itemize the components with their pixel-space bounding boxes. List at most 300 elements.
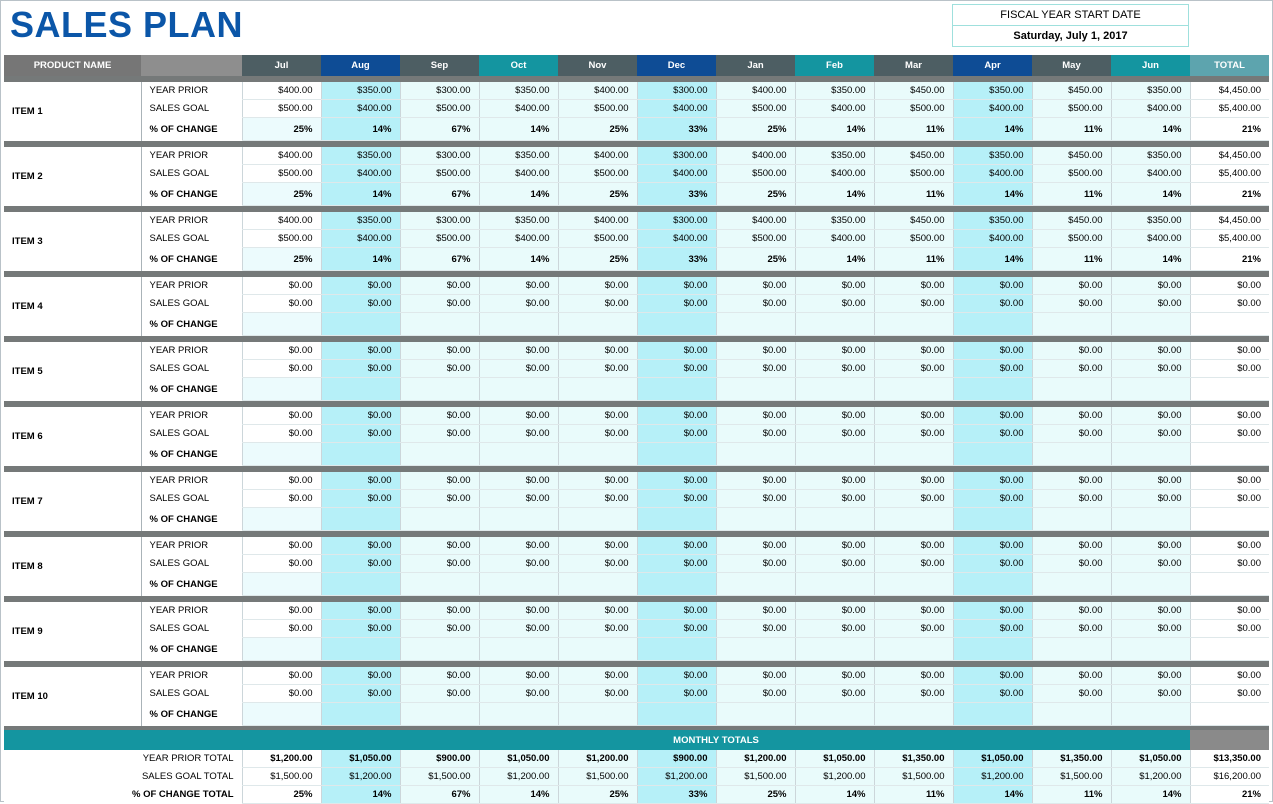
- value-cell[interactable]: $0.00: [953, 407, 1032, 425]
- value-cell[interactable]: $0.00: [242, 277, 321, 295]
- row-total-cell[interactable]: [1190, 638, 1269, 661]
- value-cell[interactable]: [1111, 703, 1190, 726]
- value-cell[interactable]: [716, 378, 795, 401]
- row-total-cell[interactable]: $0.00: [1190, 620, 1269, 638]
- value-cell[interactable]: $350.00: [953, 147, 1032, 165]
- value-cell[interactable]: $0.00: [558, 407, 637, 425]
- row-total-cell[interactable]: $0.00: [1190, 602, 1269, 620]
- value-cell[interactable]: $0.00: [637, 295, 716, 313]
- value-cell[interactable]: $350.00: [479, 212, 558, 230]
- value-cell[interactable]: $0.00: [716, 295, 795, 313]
- value-cell[interactable]: $0.00: [558, 620, 637, 638]
- value-cell[interactable]: $350.00: [953, 212, 1032, 230]
- value-cell[interactable]: $300.00: [637, 212, 716, 230]
- total-value-cell[interactable]: $1,050.00: [321, 750, 400, 768]
- value-cell[interactable]: [874, 378, 953, 401]
- value-cell[interactable]: $0.00: [400, 602, 479, 620]
- value-cell[interactable]: $0.00: [953, 667, 1032, 685]
- value-cell[interactable]: [953, 508, 1032, 531]
- value-cell[interactable]: $0.00: [953, 342, 1032, 360]
- total-value-cell[interactable]: $900.00: [637, 750, 716, 768]
- value-cell[interactable]: $0.00: [953, 490, 1032, 508]
- value-cell[interactable]: $350.00: [795, 82, 874, 100]
- total-value-cell[interactable]: $1,050.00: [479, 750, 558, 768]
- item-name[interactable]: ITEM 10: [4, 667, 141, 726]
- value-cell[interactable]: $0.00: [874, 425, 953, 443]
- value-cell[interactable]: $0.00: [953, 425, 1032, 443]
- value-cell[interactable]: [479, 313, 558, 336]
- value-cell[interactable]: [716, 573, 795, 596]
- value-cell[interactable]: $400.00: [1111, 165, 1190, 183]
- value-cell[interactable]: $0.00: [637, 537, 716, 555]
- value-cell[interactable]: $0.00: [558, 537, 637, 555]
- value-cell[interactable]: $0.00: [479, 555, 558, 573]
- value-cell[interactable]: [874, 313, 953, 336]
- total-value-cell[interactable]: $1,500.00: [242, 768, 321, 786]
- value-cell[interactable]: $400.00: [558, 147, 637, 165]
- value-cell[interactable]: $0.00: [1111, 472, 1190, 490]
- value-cell[interactable]: 11%: [874, 248, 953, 271]
- value-cell[interactable]: [558, 378, 637, 401]
- row-total-cell[interactable]: $0.00: [1190, 360, 1269, 378]
- value-cell[interactable]: $0.00: [953, 472, 1032, 490]
- value-cell[interactable]: $0.00: [716, 342, 795, 360]
- value-cell[interactable]: [637, 703, 716, 726]
- value-cell[interactable]: $0.00: [1032, 537, 1111, 555]
- value-cell[interactable]: $500.00: [558, 230, 637, 248]
- value-cell[interactable]: [874, 443, 953, 466]
- value-cell[interactable]: $0.00: [874, 667, 953, 685]
- value-cell[interactable]: [953, 703, 1032, 726]
- value-cell[interactable]: $500.00: [716, 165, 795, 183]
- value-cell[interactable]: 67%: [400, 118, 479, 141]
- value-cell[interactable]: $500.00: [242, 165, 321, 183]
- value-cell[interactable]: 14%: [1111, 183, 1190, 206]
- value-cell[interactable]: $0.00: [558, 342, 637, 360]
- value-cell[interactable]: $0.00: [479, 472, 558, 490]
- total-value-cell[interactable]: $1,050.00: [1111, 750, 1190, 768]
- total-value-cell[interactable]: $1,200.00: [795, 768, 874, 786]
- item-name[interactable]: ITEM 6: [4, 407, 141, 466]
- value-cell[interactable]: $0.00: [1111, 295, 1190, 313]
- value-cell[interactable]: $0.00: [558, 425, 637, 443]
- value-cell[interactable]: $0.00: [953, 360, 1032, 378]
- value-cell[interactable]: 14%: [1111, 118, 1190, 141]
- value-cell[interactable]: [1111, 638, 1190, 661]
- value-cell[interactable]: 14%: [795, 248, 874, 271]
- total-value-cell[interactable]: 67%: [400, 786, 479, 804]
- value-cell[interactable]: [400, 638, 479, 661]
- value-cell[interactable]: [1111, 313, 1190, 336]
- value-cell[interactable]: 14%: [953, 248, 1032, 271]
- value-cell[interactable]: $0.00: [953, 602, 1032, 620]
- value-cell[interactable]: $400.00: [479, 165, 558, 183]
- item-name[interactable]: ITEM 4: [4, 277, 141, 336]
- value-cell[interactable]: $0.00: [400, 472, 479, 490]
- value-cell[interactable]: [795, 638, 874, 661]
- value-cell[interactable]: $0.00: [1032, 667, 1111, 685]
- value-cell[interactable]: $0.00: [242, 667, 321, 685]
- value-cell[interactable]: $0.00: [321, 537, 400, 555]
- value-cell[interactable]: $0.00: [874, 620, 953, 638]
- row-total-cell[interactable]: $4,450.00: [1190, 147, 1269, 165]
- value-cell[interactable]: $0.00: [716, 555, 795, 573]
- item-name[interactable]: ITEM 3: [4, 212, 141, 271]
- item-name[interactable]: ITEM 8: [4, 537, 141, 596]
- value-cell[interactable]: $350.00: [1111, 147, 1190, 165]
- value-cell[interactable]: $400.00: [953, 100, 1032, 118]
- value-cell[interactable]: $400.00: [716, 147, 795, 165]
- value-cell[interactable]: $400.00: [479, 230, 558, 248]
- value-cell[interactable]: $500.00: [1032, 165, 1111, 183]
- value-cell[interactable]: $0.00: [1032, 472, 1111, 490]
- value-cell[interactable]: [321, 313, 400, 336]
- item-name[interactable]: ITEM 7: [4, 472, 141, 531]
- value-cell[interactable]: [795, 443, 874, 466]
- value-cell[interactable]: $0.00: [479, 537, 558, 555]
- value-cell[interactable]: $0.00: [400, 295, 479, 313]
- value-cell[interactable]: 25%: [716, 183, 795, 206]
- value-cell[interactable]: $0.00: [716, 490, 795, 508]
- value-cell[interactable]: $0.00: [400, 620, 479, 638]
- value-cell[interactable]: $500.00: [400, 230, 479, 248]
- value-cell[interactable]: $500.00: [558, 100, 637, 118]
- row-total-cell[interactable]: [1190, 703, 1269, 726]
- total-value-cell[interactable]: 25%: [558, 786, 637, 804]
- value-cell[interactable]: 14%: [953, 183, 1032, 206]
- value-cell[interactable]: $0.00: [1111, 667, 1190, 685]
- value-cell[interactable]: $400.00: [795, 165, 874, 183]
- value-cell[interactable]: $350.00: [321, 147, 400, 165]
- value-cell[interactable]: 25%: [242, 183, 321, 206]
- row-total-cell[interactable]: $0.00: [1190, 295, 1269, 313]
- value-cell[interactable]: $0.00: [321, 602, 400, 620]
- item-name[interactable]: ITEM 5: [4, 342, 141, 401]
- value-cell[interactable]: [558, 443, 637, 466]
- value-cell[interactable]: $0.00: [1111, 342, 1190, 360]
- value-cell[interactable]: $350.00: [321, 82, 400, 100]
- value-cell[interactable]: [953, 443, 1032, 466]
- value-cell[interactable]: $0.00: [242, 555, 321, 573]
- value-cell[interactable]: [242, 378, 321, 401]
- value-cell[interactable]: $0.00: [716, 685, 795, 703]
- value-cell[interactable]: $0.00: [795, 685, 874, 703]
- value-cell[interactable]: $0.00: [400, 490, 479, 508]
- value-cell[interactable]: [400, 703, 479, 726]
- value-cell[interactable]: [1032, 638, 1111, 661]
- total-value-cell[interactable]: $1,200.00: [637, 768, 716, 786]
- total-value-cell[interactable]: 33%: [637, 786, 716, 804]
- value-cell[interactable]: $0.00: [558, 602, 637, 620]
- row-total-cell[interactable]: $0.00: [1190, 407, 1269, 425]
- value-cell[interactable]: $400.00: [1111, 100, 1190, 118]
- value-cell[interactable]: [874, 638, 953, 661]
- value-cell[interactable]: [479, 378, 558, 401]
- total-value-cell[interactable]: $1,050.00: [953, 750, 1032, 768]
- value-cell[interactable]: 25%: [242, 248, 321, 271]
- value-cell[interactable]: $0.00: [795, 490, 874, 508]
- total-value-cell[interactable]: $1,350.00: [874, 750, 953, 768]
- value-cell[interactable]: $0.00: [637, 620, 716, 638]
- value-cell[interactable]: [558, 703, 637, 726]
- value-cell[interactable]: $0.00: [558, 472, 637, 490]
- total-value-cell[interactable]: $1,200.00: [242, 750, 321, 768]
- value-cell[interactable]: $0.00: [795, 342, 874, 360]
- value-cell[interactable]: $0.00: [874, 602, 953, 620]
- grand-total-cell[interactable]: $13,350.00: [1190, 750, 1269, 768]
- value-cell[interactable]: $0.00: [953, 537, 1032, 555]
- value-cell[interactable]: [479, 703, 558, 726]
- value-cell[interactable]: $0.00: [479, 342, 558, 360]
- value-cell[interactable]: $0.00: [242, 360, 321, 378]
- value-cell[interactable]: $0.00: [1111, 620, 1190, 638]
- row-total-cell[interactable]: 21%: [1190, 118, 1269, 141]
- value-cell[interactable]: $450.00: [1032, 212, 1111, 230]
- value-cell[interactable]: 11%: [1032, 248, 1111, 271]
- value-cell[interactable]: $0.00: [321, 425, 400, 443]
- value-cell[interactable]: $0.00: [716, 360, 795, 378]
- value-cell[interactable]: $0.00: [558, 295, 637, 313]
- total-value-cell[interactable]: $1,200.00: [321, 768, 400, 786]
- value-cell[interactable]: $400.00: [795, 100, 874, 118]
- value-cell[interactable]: $400.00: [637, 230, 716, 248]
- row-total-cell[interactable]: $0.00: [1190, 277, 1269, 295]
- total-value-cell[interactable]: $1,200.00: [558, 750, 637, 768]
- value-cell[interactable]: $0.00: [479, 620, 558, 638]
- value-cell[interactable]: $0.00: [716, 277, 795, 295]
- value-cell[interactable]: [321, 573, 400, 596]
- value-cell[interactable]: $0.00: [400, 277, 479, 295]
- value-cell[interactable]: $0.00: [637, 425, 716, 443]
- value-cell[interactable]: $0.00: [716, 602, 795, 620]
- value-cell[interactable]: $0.00: [1032, 685, 1111, 703]
- row-total-cell[interactable]: $4,450.00: [1190, 212, 1269, 230]
- value-cell[interactable]: $0.00: [479, 360, 558, 378]
- value-cell[interactable]: 14%: [795, 183, 874, 206]
- value-cell[interactable]: $0.00: [716, 472, 795, 490]
- value-cell[interactable]: $500.00: [874, 230, 953, 248]
- value-cell[interactable]: $450.00: [874, 147, 953, 165]
- value-cell[interactable]: $0.00: [1111, 602, 1190, 620]
- value-cell[interactable]: $400.00: [716, 82, 795, 100]
- value-cell[interactable]: $0.00: [321, 490, 400, 508]
- row-total-cell[interactable]: [1190, 573, 1269, 596]
- value-cell[interactable]: 25%: [558, 183, 637, 206]
- value-cell[interactable]: 14%: [479, 183, 558, 206]
- value-cell[interactable]: 11%: [874, 118, 953, 141]
- value-cell[interactable]: 33%: [637, 118, 716, 141]
- value-cell[interactable]: 11%: [1032, 183, 1111, 206]
- value-cell[interactable]: $0.00: [242, 472, 321, 490]
- value-cell[interactable]: $400.00: [242, 82, 321, 100]
- value-cell[interactable]: [953, 378, 1032, 401]
- value-cell[interactable]: $400.00: [242, 212, 321, 230]
- value-cell[interactable]: $0.00: [242, 407, 321, 425]
- value-cell[interactable]: $400.00: [321, 100, 400, 118]
- value-cell[interactable]: $0.00: [558, 277, 637, 295]
- value-cell[interactable]: [400, 573, 479, 596]
- value-cell[interactable]: $400.00: [953, 230, 1032, 248]
- value-cell[interactable]: 25%: [558, 118, 637, 141]
- value-cell[interactable]: [242, 638, 321, 661]
- value-cell[interactable]: $450.00: [874, 212, 953, 230]
- value-cell[interactable]: 14%: [795, 118, 874, 141]
- value-cell[interactable]: $0.00: [479, 425, 558, 443]
- value-cell[interactable]: 14%: [321, 118, 400, 141]
- total-value-cell[interactable]: $1,500.00: [400, 768, 479, 786]
- value-cell[interactable]: [874, 703, 953, 726]
- value-cell[interactable]: [795, 703, 874, 726]
- value-cell[interactable]: $0.00: [558, 685, 637, 703]
- row-total-cell[interactable]: 21%: [1190, 248, 1269, 271]
- total-value-cell[interactable]: $1,200.00: [1111, 768, 1190, 786]
- row-total-cell[interactable]: $0.00: [1190, 425, 1269, 443]
- value-cell[interactable]: $450.00: [1032, 147, 1111, 165]
- value-cell[interactable]: [479, 638, 558, 661]
- value-cell[interactable]: $0.00: [874, 295, 953, 313]
- row-total-cell[interactable]: $4,450.00: [1190, 82, 1269, 100]
- value-cell[interactable]: [1032, 313, 1111, 336]
- value-cell[interactable]: $0.00: [1032, 295, 1111, 313]
- value-cell[interactable]: $400.00: [558, 82, 637, 100]
- value-cell[interactable]: $500.00: [242, 100, 321, 118]
- value-cell[interactable]: [637, 313, 716, 336]
- total-value-cell[interactable]: $1,200.00: [479, 768, 558, 786]
- value-cell[interactable]: $0.00: [1111, 490, 1190, 508]
- fiscal-year-value[interactable]: Saturday, July 1, 2017: [952, 26, 1189, 47]
- value-cell[interactable]: [400, 443, 479, 466]
- value-cell[interactable]: $300.00: [637, 82, 716, 100]
- value-cell[interactable]: $0.00: [479, 490, 558, 508]
- value-cell[interactable]: $500.00: [242, 230, 321, 248]
- row-total-cell[interactable]: [1190, 508, 1269, 531]
- total-value-cell[interactable]: $1,500.00: [874, 768, 953, 786]
- value-cell[interactable]: $0.00: [1111, 537, 1190, 555]
- value-cell[interactable]: 14%: [479, 248, 558, 271]
- value-cell[interactable]: $350.00: [795, 212, 874, 230]
- value-cell[interactable]: $0.00: [953, 685, 1032, 703]
- value-cell[interactable]: $0.00: [637, 602, 716, 620]
- value-cell[interactable]: $0.00: [716, 667, 795, 685]
- value-cell[interactable]: $0.00: [479, 295, 558, 313]
- value-cell[interactable]: [1032, 703, 1111, 726]
- value-cell[interactable]: [479, 443, 558, 466]
- total-value-cell[interactable]: $1,500.00: [558, 768, 637, 786]
- value-cell[interactable]: 14%: [1111, 248, 1190, 271]
- value-cell[interactable]: $0.00: [321, 620, 400, 638]
- value-cell[interactable]: [400, 378, 479, 401]
- value-cell[interactable]: $350.00: [1111, 82, 1190, 100]
- value-cell[interactable]: 14%: [479, 118, 558, 141]
- value-cell[interactable]: $0.00: [1111, 425, 1190, 443]
- total-value-cell[interactable]: 14%: [321, 786, 400, 804]
- value-cell[interactable]: [637, 378, 716, 401]
- value-cell[interactable]: $0.00: [637, 667, 716, 685]
- total-value-cell[interactable]: 11%: [1032, 786, 1111, 804]
- value-cell[interactable]: $500.00: [400, 165, 479, 183]
- value-cell[interactable]: $0.00: [637, 342, 716, 360]
- value-cell[interactable]: [637, 638, 716, 661]
- value-cell[interactable]: 67%: [400, 248, 479, 271]
- value-cell[interactable]: $0.00: [874, 360, 953, 378]
- value-cell[interactable]: $0.00: [479, 407, 558, 425]
- value-cell[interactable]: $500.00: [874, 100, 953, 118]
- value-cell[interactable]: [400, 313, 479, 336]
- value-cell[interactable]: $0.00: [795, 277, 874, 295]
- row-total-cell[interactable]: [1190, 378, 1269, 401]
- value-cell[interactable]: $300.00: [400, 82, 479, 100]
- value-cell[interactable]: [479, 508, 558, 531]
- value-cell[interactable]: [795, 573, 874, 596]
- grand-total-cell[interactable]: 21%: [1190, 786, 1269, 804]
- value-cell[interactable]: [242, 703, 321, 726]
- value-cell[interactable]: $0.00: [637, 555, 716, 573]
- value-cell[interactable]: $350.00: [479, 147, 558, 165]
- value-cell[interactable]: 25%: [716, 248, 795, 271]
- value-cell[interactable]: $0.00: [637, 407, 716, 425]
- total-value-cell[interactable]: $1,200.00: [716, 750, 795, 768]
- value-cell[interactable]: $0.00: [637, 360, 716, 378]
- value-cell[interactable]: $450.00: [874, 82, 953, 100]
- value-cell[interactable]: [242, 508, 321, 531]
- value-cell[interactable]: $0.00: [637, 685, 716, 703]
- value-cell[interactable]: $0.00: [795, 537, 874, 555]
- value-cell[interactable]: $400.00: [321, 230, 400, 248]
- value-cell[interactable]: $0.00: [637, 277, 716, 295]
- value-cell[interactable]: $0.00: [795, 667, 874, 685]
- value-cell[interactable]: $0.00: [321, 407, 400, 425]
- item-name[interactable]: ITEM 2: [4, 147, 141, 206]
- value-cell[interactable]: 67%: [400, 183, 479, 206]
- value-cell[interactable]: [953, 573, 1032, 596]
- total-value-cell[interactable]: 14%: [479, 786, 558, 804]
- value-cell[interactable]: $0.00: [1032, 277, 1111, 295]
- value-cell[interactable]: [321, 443, 400, 466]
- value-cell[interactable]: [1032, 443, 1111, 466]
- row-total-cell[interactable]: [1190, 443, 1269, 466]
- value-cell[interactable]: $0.00: [1032, 342, 1111, 360]
- value-cell[interactable]: [953, 638, 1032, 661]
- row-total-cell[interactable]: $0.00: [1190, 555, 1269, 573]
- value-cell[interactable]: $0.00: [795, 555, 874, 573]
- value-cell[interactable]: [1032, 378, 1111, 401]
- total-value-cell[interactable]: 11%: [874, 786, 953, 804]
- row-total-cell[interactable]: [1190, 313, 1269, 336]
- row-total-cell[interactable]: $0.00: [1190, 685, 1269, 703]
- value-cell[interactable]: $0.00: [874, 277, 953, 295]
- value-cell[interactable]: [321, 703, 400, 726]
- value-cell[interactable]: $400.00: [716, 212, 795, 230]
- value-cell[interactable]: [1111, 378, 1190, 401]
- row-total-cell[interactable]: $0.00: [1190, 490, 1269, 508]
- value-cell[interactable]: $0.00: [242, 685, 321, 703]
- value-cell[interactable]: [321, 378, 400, 401]
- value-cell[interactable]: $0.00: [1111, 407, 1190, 425]
- value-cell[interactable]: $0.00: [242, 537, 321, 555]
- value-cell[interactable]: $0.00: [1032, 555, 1111, 573]
- value-cell[interactable]: $0.00: [400, 537, 479, 555]
- value-cell[interactable]: $400.00: [795, 230, 874, 248]
- value-cell[interactable]: $0.00: [1032, 407, 1111, 425]
- value-cell[interactable]: [1111, 573, 1190, 596]
- value-cell[interactable]: $0.00: [400, 407, 479, 425]
- value-cell[interactable]: 14%: [953, 118, 1032, 141]
- value-cell[interactable]: $0.00: [321, 342, 400, 360]
- value-cell[interactable]: [321, 508, 400, 531]
- row-total-cell[interactable]: $0.00: [1190, 667, 1269, 685]
- value-cell[interactable]: $0.00: [874, 555, 953, 573]
- value-cell[interactable]: $0.00: [1111, 360, 1190, 378]
